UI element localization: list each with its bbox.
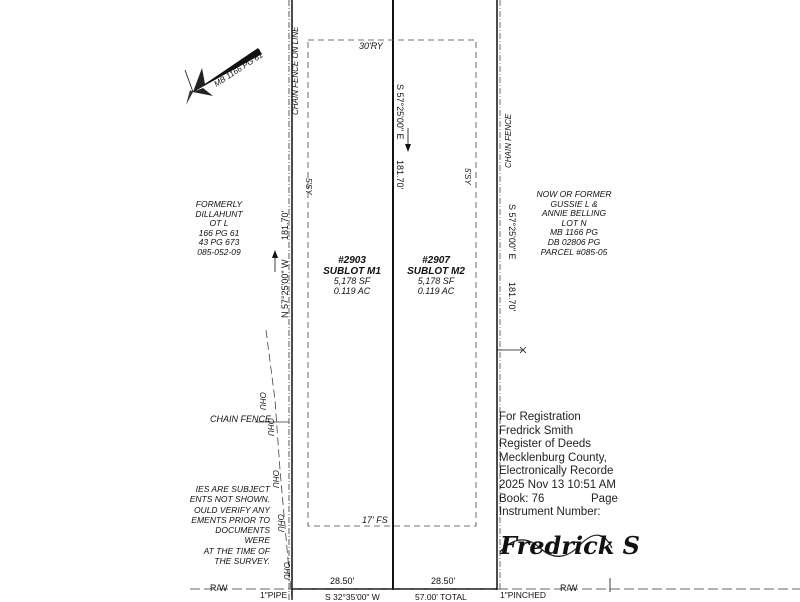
right-owner-line: GUSSIE L & bbox=[550, 198, 598, 209]
right-owner-line: NOW OR FORMER bbox=[536, 189, 612, 199]
sublot-m2-block bbox=[396, 256, 476, 297]
m2-side-setback: 5'SY bbox=[463, 168, 472, 185]
right-line-distance: 181.70' bbox=[507, 282, 517, 312]
ohu-label: OHU bbox=[258, 392, 267, 410]
center-direction-arrow bbox=[405, 128, 411, 152]
frontage-left-distance: 28.50' bbox=[330, 576, 355, 586]
sublot-m1-sf: 5,178 SF bbox=[333, 276, 371, 286]
left-owner-line: OT L bbox=[209, 218, 229, 229]
note-line: OULD VERIFY ANY bbox=[193, 504, 270, 515]
register-signature: Fredrick S bbox=[500, 531, 641, 560]
registration-line: 2025 Nov 13 10:51 AM bbox=[499, 478, 616, 491]
survey-note bbox=[188, 484, 270, 566]
note-line: AT THE TIME OF bbox=[203, 545, 270, 556]
left-owner-line: FORMERLY bbox=[195, 199, 243, 209]
sublot-m1-ac: 0.119 AC bbox=[333, 285, 371, 296]
frontage-right-distance: 28.50' bbox=[431, 576, 456, 586]
left-chain-fence-label: CHAIN FENCE bbox=[210, 414, 272, 424]
sublot-m1-number: #2903 bbox=[338, 255, 366, 266]
registration-line: Electronically Recorde bbox=[499, 465, 614, 478]
registration-stamp bbox=[499, 411, 618, 520]
front-setback-label: 17' FS bbox=[362, 515, 388, 525]
ohu-label: OHU bbox=[276, 514, 285, 532]
left-direction-arrow bbox=[272, 250, 278, 272]
north-arrow-label: MB 1166 PG 61 bbox=[212, 50, 265, 89]
right-owner-line: MB 1166 PG bbox=[549, 227, 599, 238]
registration-line: Fredrick Smith bbox=[499, 424, 574, 437]
note-line: IES ARE SUBJECT bbox=[195, 484, 270, 494]
right-owner-block bbox=[535, 190, 613, 257]
registration-line: Book: 76 bbox=[499, 492, 545, 505]
right-line-bearing: S 57°25'00" E bbox=[507, 204, 517, 260]
ohu-label: OHU bbox=[271, 470, 280, 488]
bottom-total: 57.00' TOTAL bbox=[415, 592, 467, 602]
left-line-bearing: N 57°25'00" W bbox=[280, 259, 290, 318]
registration-line: Register of Deeds bbox=[499, 438, 592, 451]
right-owner-line: PARCEL #085-05 bbox=[540, 246, 608, 257]
sublot-m2-ac: 0.119 AC bbox=[417, 285, 455, 296]
left-owner-line: 085-052-09 bbox=[197, 246, 241, 257]
left-owner-line: 166 PG 61 bbox=[198, 227, 240, 238]
right-owner-line: DB 02806 PG bbox=[547, 236, 601, 247]
center-line-distance: 181.70' bbox=[395, 160, 405, 190]
registration-line: Instrument Number: bbox=[499, 506, 601, 519]
right-owner-line: LOT N bbox=[561, 217, 587, 228]
left-line-distance: 181.70' bbox=[280, 210, 290, 240]
registration-line: Mecklenburg County, bbox=[499, 451, 607, 464]
rear-setback-label: 30'RY bbox=[359, 41, 383, 51]
right-chain-fence-label: CHAIN FENCE bbox=[504, 113, 513, 168]
note-line: EMENTS PRIOR TO bbox=[191, 514, 270, 525]
ohu-label: OHU bbox=[266, 418, 275, 436]
left-owner-line: DILLAHUNT bbox=[195, 208, 243, 219]
left-owner-line: 43 PG 673 bbox=[198, 237, 240, 248]
pin-right-label: 1"PINCHED bbox=[500, 590, 546, 600]
ohu-label: OHU bbox=[282, 562, 291, 580]
registration-line: For Registration bbox=[499, 411, 581, 423]
center-line-bearing: S 57°25'00" E bbox=[395, 84, 405, 140]
bottom-bearing: S 32°35'00" W bbox=[325, 592, 380, 602]
sublot-m2-number: #2907 bbox=[422, 255, 450, 266]
row-right-label: R/W bbox=[560, 583, 578, 593]
note-line: ENTS NOT SHOWN. bbox=[189, 494, 270, 505]
sublot-m1-block bbox=[312, 256, 392, 297]
registration-page-label: Page bbox=[591, 492, 618, 505]
chain-fence-on-line-label: CHAIN FENCE ON LINE bbox=[291, 26, 300, 115]
right-owner-line: ANNIE BELLING bbox=[541, 208, 607, 219]
registration-book-row bbox=[499, 492, 618, 507]
row-left-label: R/W bbox=[210, 583, 228, 593]
sublot-m2-name: SUBLOT M2 bbox=[407, 265, 465, 277]
pin-left-label: 1"PIPE bbox=[260, 590, 288, 600]
note-line: THE SURVEY. bbox=[214, 556, 270, 567]
sublot-m1-name: SUBLOT M1 bbox=[323, 265, 381, 277]
m1-side-setback: 5'SY bbox=[304, 178, 313, 195]
sublot-m2-sf: 5,178 SF bbox=[417, 276, 455, 286]
note-line: DOCUMENTS WERE bbox=[215, 525, 270, 546]
left-owner-block bbox=[188, 200, 250, 258]
